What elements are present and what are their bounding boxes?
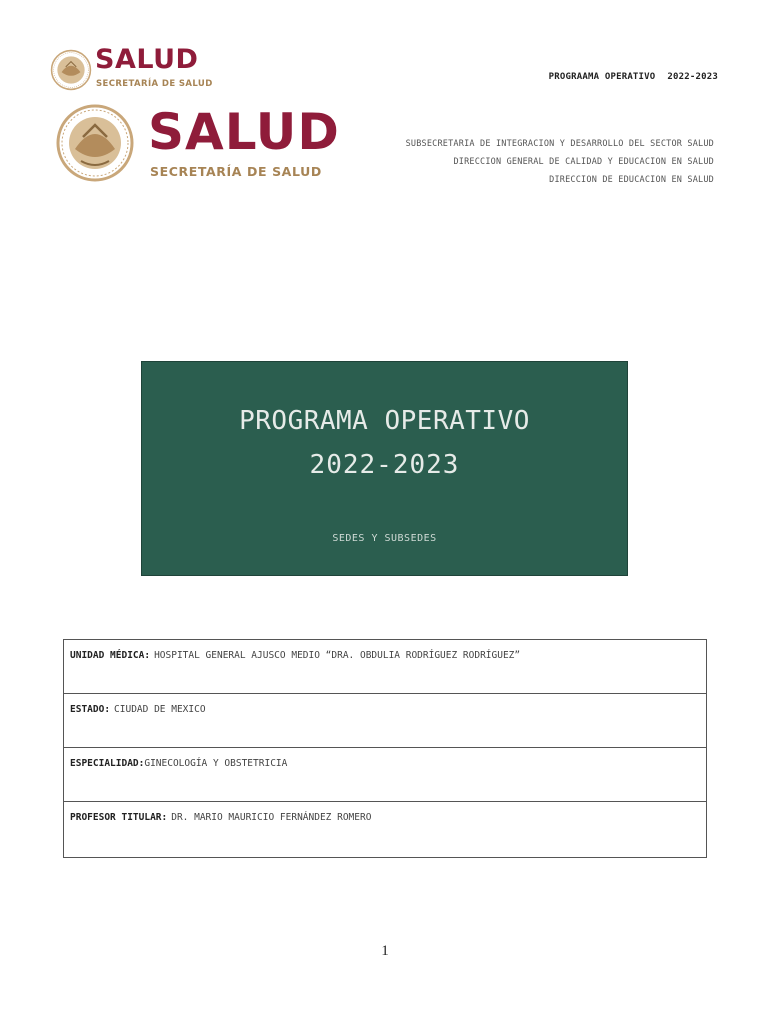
coat-of-arms-icon — [55, 103, 135, 183]
info-row-estado — [64, 694, 706, 748]
direccion-general-line: DIRECCION GENERAL DE CALIDAD Y EDUCACION EN SALUD — [453, 157, 714, 167]
direccion-educacion-line: DIRECCION DE EDUCACION EN SALUD — [549, 175, 714, 185]
salud-wordmark: SALUD — [148, 103, 340, 161]
header-program-name: PROGRAAMA OPERATIVO — [548, 72, 656, 82]
salud-logo-small — [50, 46, 220, 96]
header-program-label — [549, 72, 718, 82]
info-row-profesor-titular — [64, 802, 706, 857]
secretaria-de-salud-label: SECRETARÍA DE SALUD — [96, 79, 213, 89]
info-row-unidad-medica — [64, 640, 706, 694]
coat-of-arms-icon — [50, 49, 92, 91]
info-value: GINECOLOGÍA Y OBSTETRICIA — [144, 758, 288, 769]
cover-subtitle: SEDES Y SUBSEDES — [332, 533, 437, 544]
info-value: CIUDAD DE MEXICO — [114, 704, 206, 715]
info-value: HOSPITAL GENERAL AJUSCO MEDIO “DRA. OBDULIA RODRÍGUEZ RODRÍGUEZ” — [154, 650, 521, 661]
subsecretaria-line: SUBSECRETARIA DE INTEGRACION Y DESARROLLO DEL SECTOR SALUD — [405, 139, 714, 149]
cover-years: 2022-2023 — [309, 450, 460, 480]
info-value: DR. MARIO MAURICIO FERNÁNDEZ ROMERO — [171, 812, 372, 823]
info-label: UNIDAD MÉDICA: — [70, 650, 151, 661]
info-label: ESPECIALIDAD: — [70, 758, 145, 769]
info-label: ESTADO: — [70, 704, 111, 715]
info-label: PROFESOR TITULAR: — [70, 812, 168, 823]
cover-title: PROGRAMA OPERATIVO — [239, 406, 530, 436]
header-program-years: 2022-2023 — [667, 72, 718, 82]
salud-wordmark: SALUD — [95, 44, 199, 75]
secretaria-de-salud-label: SECRETARÍA DE SALUD — [150, 164, 322, 179]
info-row-especialidad — [64, 748, 706, 802]
page-number: 1 — [381, 943, 389, 959]
info-table — [63, 639, 707, 858]
cover-title-box — [141, 361, 628, 576]
salud-logo-large — [55, 103, 355, 189]
